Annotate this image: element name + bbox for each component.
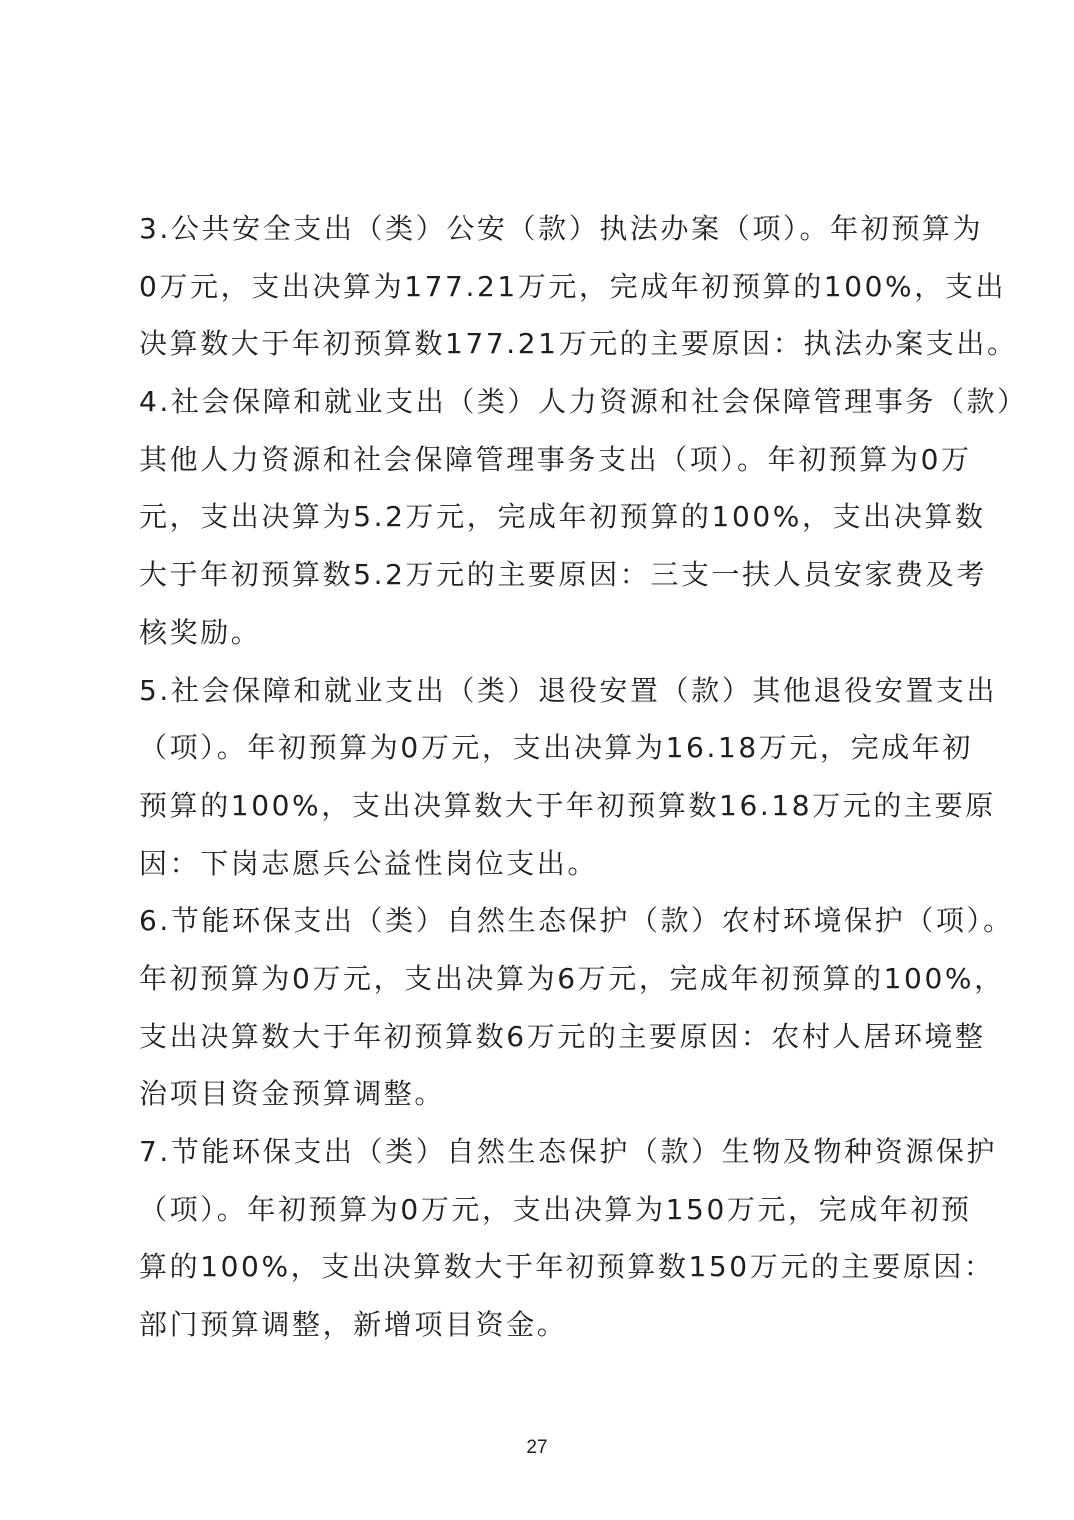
text-line: 算的100%，支出决算数大于年初预算数150万元的主要原因：	[139, 1250, 995, 1284]
text-line: 支出决算数大于年初预算数6万元的主要原因：农村人居环境整	[139, 1019, 986, 1053]
text-line: 3.公共安全支出（类）公安（款）执法办案（项）。年初预算为	[139, 212, 984, 245]
text-line: （项）。年初预算为0万元，支出决算为150万元，完成年初预	[139, 1192, 972, 1226]
body-text	[139, 200, 1028, 1354]
text-line: 6.节能环保支出（类）自然生态保护（款）农村环境保护（项）。	[139, 904, 1014, 938]
text-line: 因：下岗志愿兵公益性岗位支出。	[139, 846, 599, 880]
text-line: 部门预算调整，新增项目资金。	[139, 1308, 568, 1342]
text-line: 预算的100%，支出决算数大于年初预算数16.18万元的主要原	[139, 788, 996, 822]
page-number: 27	[526, 1437, 548, 1458]
text-line: 核奖励。	[139, 615, 262, 649]
text-line: 0万元，支出决算为177.21万元，完成年初预算的100%，支出	[139, 269, 1007, 303]
text-line: 其他人力资源和社会保障管理事务支出（项）。年初预算为0万	[139, 442, 972, 476]
text-line: 4.社会保障和就业支出（类）人力资源和社会保障管理事务（款）	[139, 385, 1028, 419]
text-line: 治项目资金预算调整。	[139, 1077, 446, 1111]
text-line: 7.节能环保支出（类）自然生态保护（款）生物及物种资源保护	[139, 1135, 998, 1168]
text-line: 大于年初预算数5.2万元的主要原因：三支一扶人员安家费及考	[139, 558, 987, 592]
text-line: 决算数大于年初预算数177.21万元的主要原因：执法办案支出。	[139, 327, 1018, 361]
text-line: 元，支出决算为5.2万元，完成年初预算的100%，支出决算数	[139, 500, 986, 534]
text-line: 年初预算为0万元，支出决算为6万元，完成年初预算的100%，	[139, 961, 1005, 995]
text-line: 5.社会保障和就业支出（类）退役安置（款）其他退役安置支出	[139, 673, 998, 707]
text-line: （项）。年初预算为0万元，支出决算为16.18万元，完成年初	[139, 731, 973, 765]
